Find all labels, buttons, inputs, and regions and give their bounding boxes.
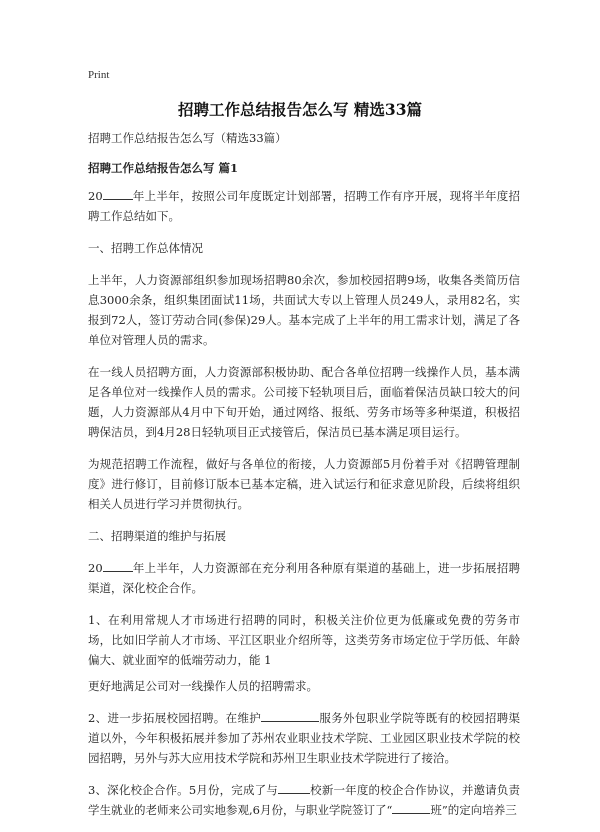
channels-intro-text: 年上半年，人力资源部在充分利用各种原有渠道的基础上，进一步拓展招聘渠道，深化校企合作。 bbox=[88, 561, 520, 595]
page-title: 招聘工作总结报告怎么写 精选33篇 bbox=[178, 100, 422, 119]
blank-line bbox=[392, 801, 430, 814]
document-subtitle: 招聘工作总结报告怎么写（精选33篇） bbox=[88, 131, 287, 145]
paragraph-labor-market: 1、在利用常规人才市场进行招聘的同时，积极关注价位更为低廉或免费的劳务市场，比如旧学前人才市场、平江区职业介绍所等，这类劳务市场定位于学历低、年龄偏大、就业面窄的低端劳动力，能 1 bbox=[88, 613, 520, 667]
channels-year-prefix: 20 bbox=[88, 561, 103, 575]
school-text-mid: 校新一年度的校企合作协议，并邀请负责学生就业的老师来公司实地参观,6月份，与职业学院签订了“ bbox=[88, 783, 520, 817]
campus-text-pre: 2、进一步拓展校园招聘。在维护 bbox=[88, 711, 262, 725]
paragraph-overall-stats: 上半年，人力资源部组织参加现场招聘80余次，参加校园招聘9场，收集各类简历信息3000余条，组织集团面试11场，共面试大专以上管理人员249人，录用82名，实报到72人，签订劳动合同(参保)29人。基本完成了上半年的用工需求计划，满足了各单位对管理人员的需求。 bbox=[88, 273, 520, 347]
blank-line bbox=[278, 781, 310, 794]
print-link[interactable]: Print bbox=[88, 69, 110, 81]
paragraph-channels-intro bbox=[88, 558, 520, 598]
paragraph-frontline-recruitment: 在一线人员招聘方面，人力资源部积极协助、配合各单位招聘一线操作人员，基本满足各单位对一线操作人员的需求。公司接下轻轨项目后，面临着保洁员缺口较大的问题，人力资源部从4月中下旬开始，通过网络、报纸、劳务市场等多种渠道，积极招聘保洁员，到4月28日轻轨项目正式接管后，保洁员已基本满足项目运行。 bbox=[88, 365, 520, 439]
paragraph-labor-market-cont: 更好地满足公司对一线操作人员的招聘需求。 bbox=[88, 679, 318, 693]
blank-line bbox=[103, 187, 133, 200]
paragraph-campus-recruitment bbox=[88, 708, 520, 768]
school-text-pre: 3、深化校企合作。5月份，完成了与 bbox=[88, 783, 278, 797]
section-heading: 招聘工作总结报告怎么写 篇1 bbox=[88, 161, 239, 175]
document-body bbox=[88, 128, 520, 832]
heading-overall: 一、招聘工作总体情况 bbox=[88, 241, 203, 255]
campus-text-post: 服务外包职业学院等既有的校园招聘渠道以外，今年积极拓展并参加了苏州农业职业技术学院、工业园区职业技术学院的校园招聘，另外与苏大应用技术学院和苏州卫生职业技术学院进行了接洽。 bbox=[88, 711, 520, 765]
intro-paragraph bbox=[88, 186, 520, 226]
heading-channels: 二、招聘渠道的维护与拓展 bbox=[88, 529, 226, 543]
intro-text: 年上半年，按照公司年度既定计划部署，招聘工作有序开展，现将半年度招聘工作总结如下。 bbox=[88, 189, 520, 223]
paragraph-process-standardization: 为规范招聘工作流程，做好与各单位的衔接，人力资源部5月份着手对《招聘管理制度》进行修订，目前修订版本已基本定稿，进入试运行和征求意见阶段，后续将组织相关人员进行学习并贯彻执行。 bbox=[88, 457, 520, 511]
blank-line bbox=[261, 709, 319, 722]
school-text-post: 班”的定向培养三 bbox=[430, 803, 517, 817]
paragraph-school-enterprise bbox=[88, 780, 520, 820]
intro-year-prefix: 20 bbox=[88, 189, 103, 203]
blank-line bbox=[103, 559, 133, 572]
